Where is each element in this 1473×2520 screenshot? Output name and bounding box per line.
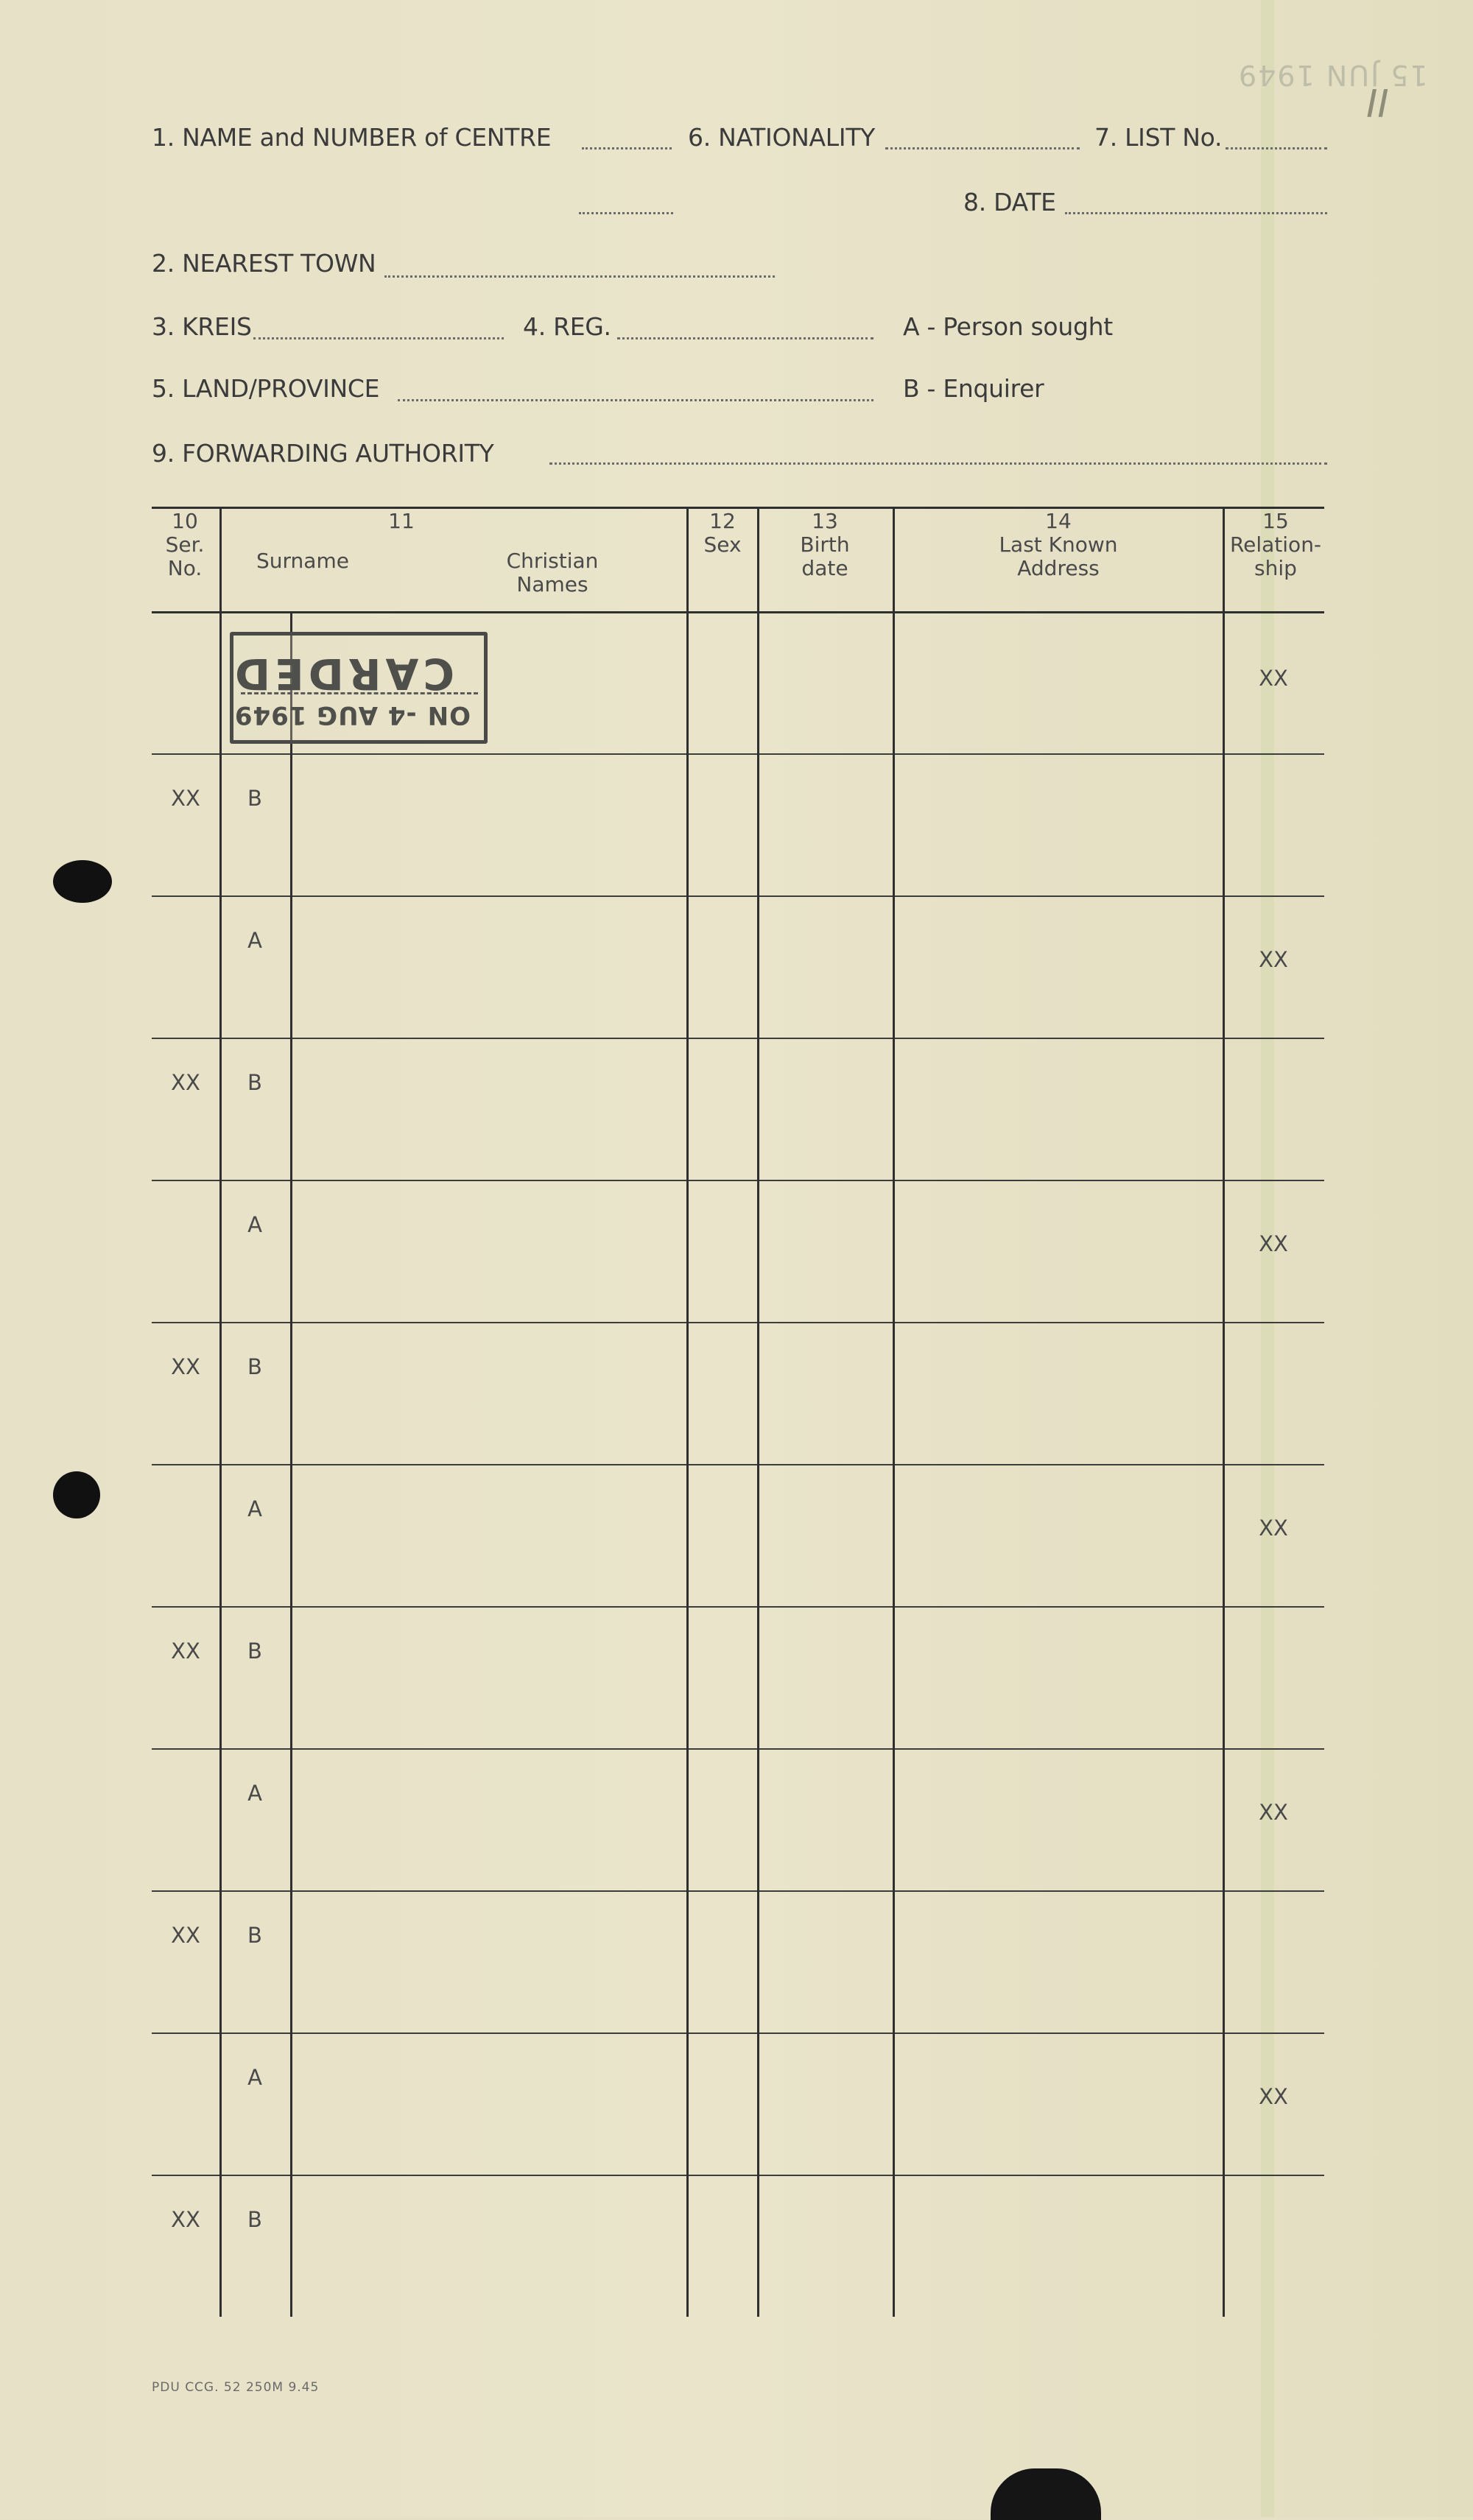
cell-a-b-marker: A xyxy=(247,928,262,953)
cell-address[interactable] xyxy=(896,1751,1220,1887)
cell-address[interactable] xyxy=(896,2035,1220,2172)
paper-edge-strip xyxy=(1261,0,1274,2517)
row-divider xyxy=(152,1748,1324,1750)
legend-b: B - Enquirer xyxy=(903,374,1044,403)
cell-sex[interactable] xyxy=(689,1893,754,2030)
cell-names[interactable] xyxy=(293,1041,683,1177)
cell-a-b-marker: A xyxy=(247,1212,262,1237)
field-nearest-town-label: 2. NEAREST TOWN xyxy=(152,249,376,278)
carded-stamp xyxy=(230,632,488,744)
field-land-province-line[interactable] xyxy=(398,399,873,401)
cell-address[interactable] xyxy=(896,1041,1220,1177)
punch-hole-top xyxy=(53,860,112,903)
cell-birth-date[interactable] xyxy=(760,1467,890,1603)
row-divider xyxy=(152,895,1324,897)
row-divider xyxy=(152,1464,1324,1465)
cell-relationship: XX xyxy=(1259,1516,1288,1541)
cell-birth-date[interactable] xyxy=(760,1325,890,1461)
cell-address[interactable] xyxy=(896,1467,1220,1603)
field-list-no-line[interactable] xyxy=(1226,147,1327,149)
cell-sex[interactable] xyxy=(689,1041,754,1177)
carded-stamp-word: CARDED xyxy=(230,649,454,699)
cell-names[interactable] xyxy=(293,1183,683,1319)
cell-relationship: XX xyxy=(1259,2084,1288,2109)
cell-sex[interactable] xyxy=(689,2035,754,2172)
table-header-rule xyxy=(152,611,1324,613)
field-reg-label: 4. REG. xyxy=(523,312,611,341)
cell-a-b-marker: B xyxy=(247,2207,262,2232)
row-divider xyxy=(152,1322,1324,1323)
carded-stamp-date: ON-4 AUG 1949 xyxy=(233,700,471,730)
cell-names[interactable] xyxy=(293,1325,683,1461)
cell-a-b-marker: A xyxy=(247,2065,262,2090)
cell-ser-no: XX xyxy=(171,1923,200,1948)
cell-birth-date[interactable] xyxy=(760,614,890,750)
print-code: PDU CCG. 52 250M 9.45 xyxy=(152,2380,320,2395)
cell-address[interactable] xyxy=(896,1609,1220,1745)
table-top-rule xyxy=(152,507,1324,509)
cell-sex[interactable] xyxy=(689,1751,754,1887)
cell-relationship: XX xyxy=(1259,1800,1288,1825)
row-divider xyxy=(152,1180,1324,1181)
column-divider xyxy=(219,507,222,2317)
punch-hole-bottom xyxy=(53,1471,100,1518)
cell-address[interactable] xyxy=(896,1893,1220,2030)
row-divider xyxy=(152,753,1324,755)
cell-relationship: XX xyxy=(1259,666,1288,691)
row-divider xyxy=(152,1606,1324,1608)
col-header-birth-date: 13 Birth date xyxy=(800,509,850,580)
cell-sex[interactable] xyxy=(689,898,754,1035)
cell-birth-date[interactable] xyxy=(760,1183,890,1319)
cell-address[interactable] xyxy=(896,2178,1220,2314)
column-divider xyxy=(290,611,292,2317)
cell-a-b-marker: B xyxy=(247,1639,262,1664)
cell-ser-no: XX xyxy=(171,1639,200,1664)
cell-address[interactable] xyxy=(896,756,1220,893)
field-centre-line-2[interactable] xyxy=(579,212,673,214)
field-centre-label: 1. NAME and NUMBER of CENTRE xyxy=(152,123,552,152)
col-header-ser-no: 10 Ser. No. xyxy=(165,509,205,580)
cell-birth-date[interactable] xyxy=(760,898,890,1035)
cell-relationship: XX xyxy=(1259,947,1288,972)
row-divider xyxy=(152,1890,1324,1892)
cell-names[interactable] xyxy=(293,898,683,1035)
cell-birth-date[interactable] xyxy=(760,756,890,893)
cell-ser-no: XX xyxy=(171,1354,200,1379)
legend-a: A - Person sought xyxy=(903,312,1113,341)
cell-address[interactable] xyxy=(896,898,1220,1035)
cell-address[interactable] xyxy=(896,1183,1220,1319)
cell-a-b-marker: A xyxy=(247,1496,262,1521)
cell-names[interactable] xyxy=(293,756,683,893)
field-reg-line[interactable] xyxy=(617,337,873,339)
field-nearest-town-line[interactable] xyxy=(384,275,775,278)
row-divider xyxy=(152,2175,1324,2176)
column-divider xyxy=(893,507,895,2317)
field-list-no-label: 7. LIST No. xyxy=(1094,123,1223,152)
cell-birth-date[interactable] xyxy=(760,1609,890,1745)
cell-relationship: XX xyxy=(1259,1231,1288,1256)
cell-sex[interactable] xyxy=(689,1609,754,1745)
cell-names[interactable] xyxy=(293,1609,683,1745)
cell-address[interactable] xyxy=(896,1325,1220,1461)
cell-birth-date[interactable] xyxy=(760,2035,890,2172)
cell-birth-date[interactable] xyxy=(760,1893,890,2030)
cell-sex[interactable] xyxy=(689,1467,754,1603)
column-divider xyxy=(1223,507,1225,2317)
cell-sex[interactable] xyxy=(689,1183,754,1319)
cell-a-b-marker: A xyxy=(247,1781,262,1806)
row-divider xyxy=(152,1038,1324,1039)
field-kreis-label: 3. KREIS xyxy=(152,312,252,341)
received-date-stamp: 15 JUN 1949 xyxy=(1237,59,1428,91)
cell-names[interactable] xyxy=(293,1467,683,1603)
cell-birth-date[interactable] xyxy=(760,1041,890,1177)
cell-birth-date[interactable] xyxy=(760,1751,890,1887)
roman-numeral-mark: II xyxy=(1366,80,1389,124)
cell-ser-no: XX xyxy=(171,1070,200,1095)
field-date-label: 8. DATE xyxy=(963,188,1056,217)
field-forwarding-authority-label: 9. FORWARDING AUTHORITY xyxy=(152,439,494,468)
cell-ser-no: XX xyxy=(171,786,200,811)
cell-sex[interactable] xyxy=(689,756,754,893)
cell-sex[interactable] xyxy=(689,1325,754,1461)
field-centre-line[interactable] xyxy=(582,147,672,149)
cell-sex[interactable] xyxy=(689,2178,754,2314)
col-header-christian-names: Christian Names xyxy=(506,549,599,596)
field-land-province-label: 5. LAND/PROVINCE xyxy=(152,374,380,403)
field-forwarding-authority-line[interactable] xyxy=(549,462,1327,465)
field-nationality-label: 6. NATIONALITY xyxy=(688,123,876,152)
field-nationality-line[interactable] xyxy=(885,147,1080,149)
cell-sex[interactable] xyxy=(689,614,754,750)
cell-names[interactable] xyxy=(293,2178,683,2314)
col-header-11: 11 xyxy=(388,509,415,533)
cell-address[interactable] xyxy=(896,614,1220,750)
cell-a-b-marker: B xyxy=(247,1354,262,1379)
row-divider xyxy=(152,2032,1324,2034)
cell-names[interactable] xyxy=(293,1751,683,1887)
cell-a-b-marker: B xyxy=(247,1070,262,1095)
col-header-surname: Surname xyxy=(256,549,349,573)
column-divider xyxy=(686,507,689,2317)
field-date-line[interactable] xyxy=(1065,212,1327,214)
cell-ser-no: XX xyxy=(171,2207,200,2232)
col-header-relationship: 15 Relation- ship xyxy=(1229,509,1322,580)
cell-names[interactable] xyxy=(293,2035,683,2172)
cell-names[interactable] xyxy=(293,1893,683,2030)
column-divider xyxy=(757,507,759,2317)
cell-a-b-marker: B xyxy=(247,1923,262,1948)
field-kreis-line[interactable] xyxy=(253,337,504,339)
cell-birth-date[interactable] xyxy=(760,2178,890,2314)
col-header-last-known-address: 14 Last Known Address xyxy=(999,509,1118,580)
col-header-sex: 12 Sex xyxy=(703,509,742,557)
cell-a-b-marker: B xyxy=(247,786,262,811)
